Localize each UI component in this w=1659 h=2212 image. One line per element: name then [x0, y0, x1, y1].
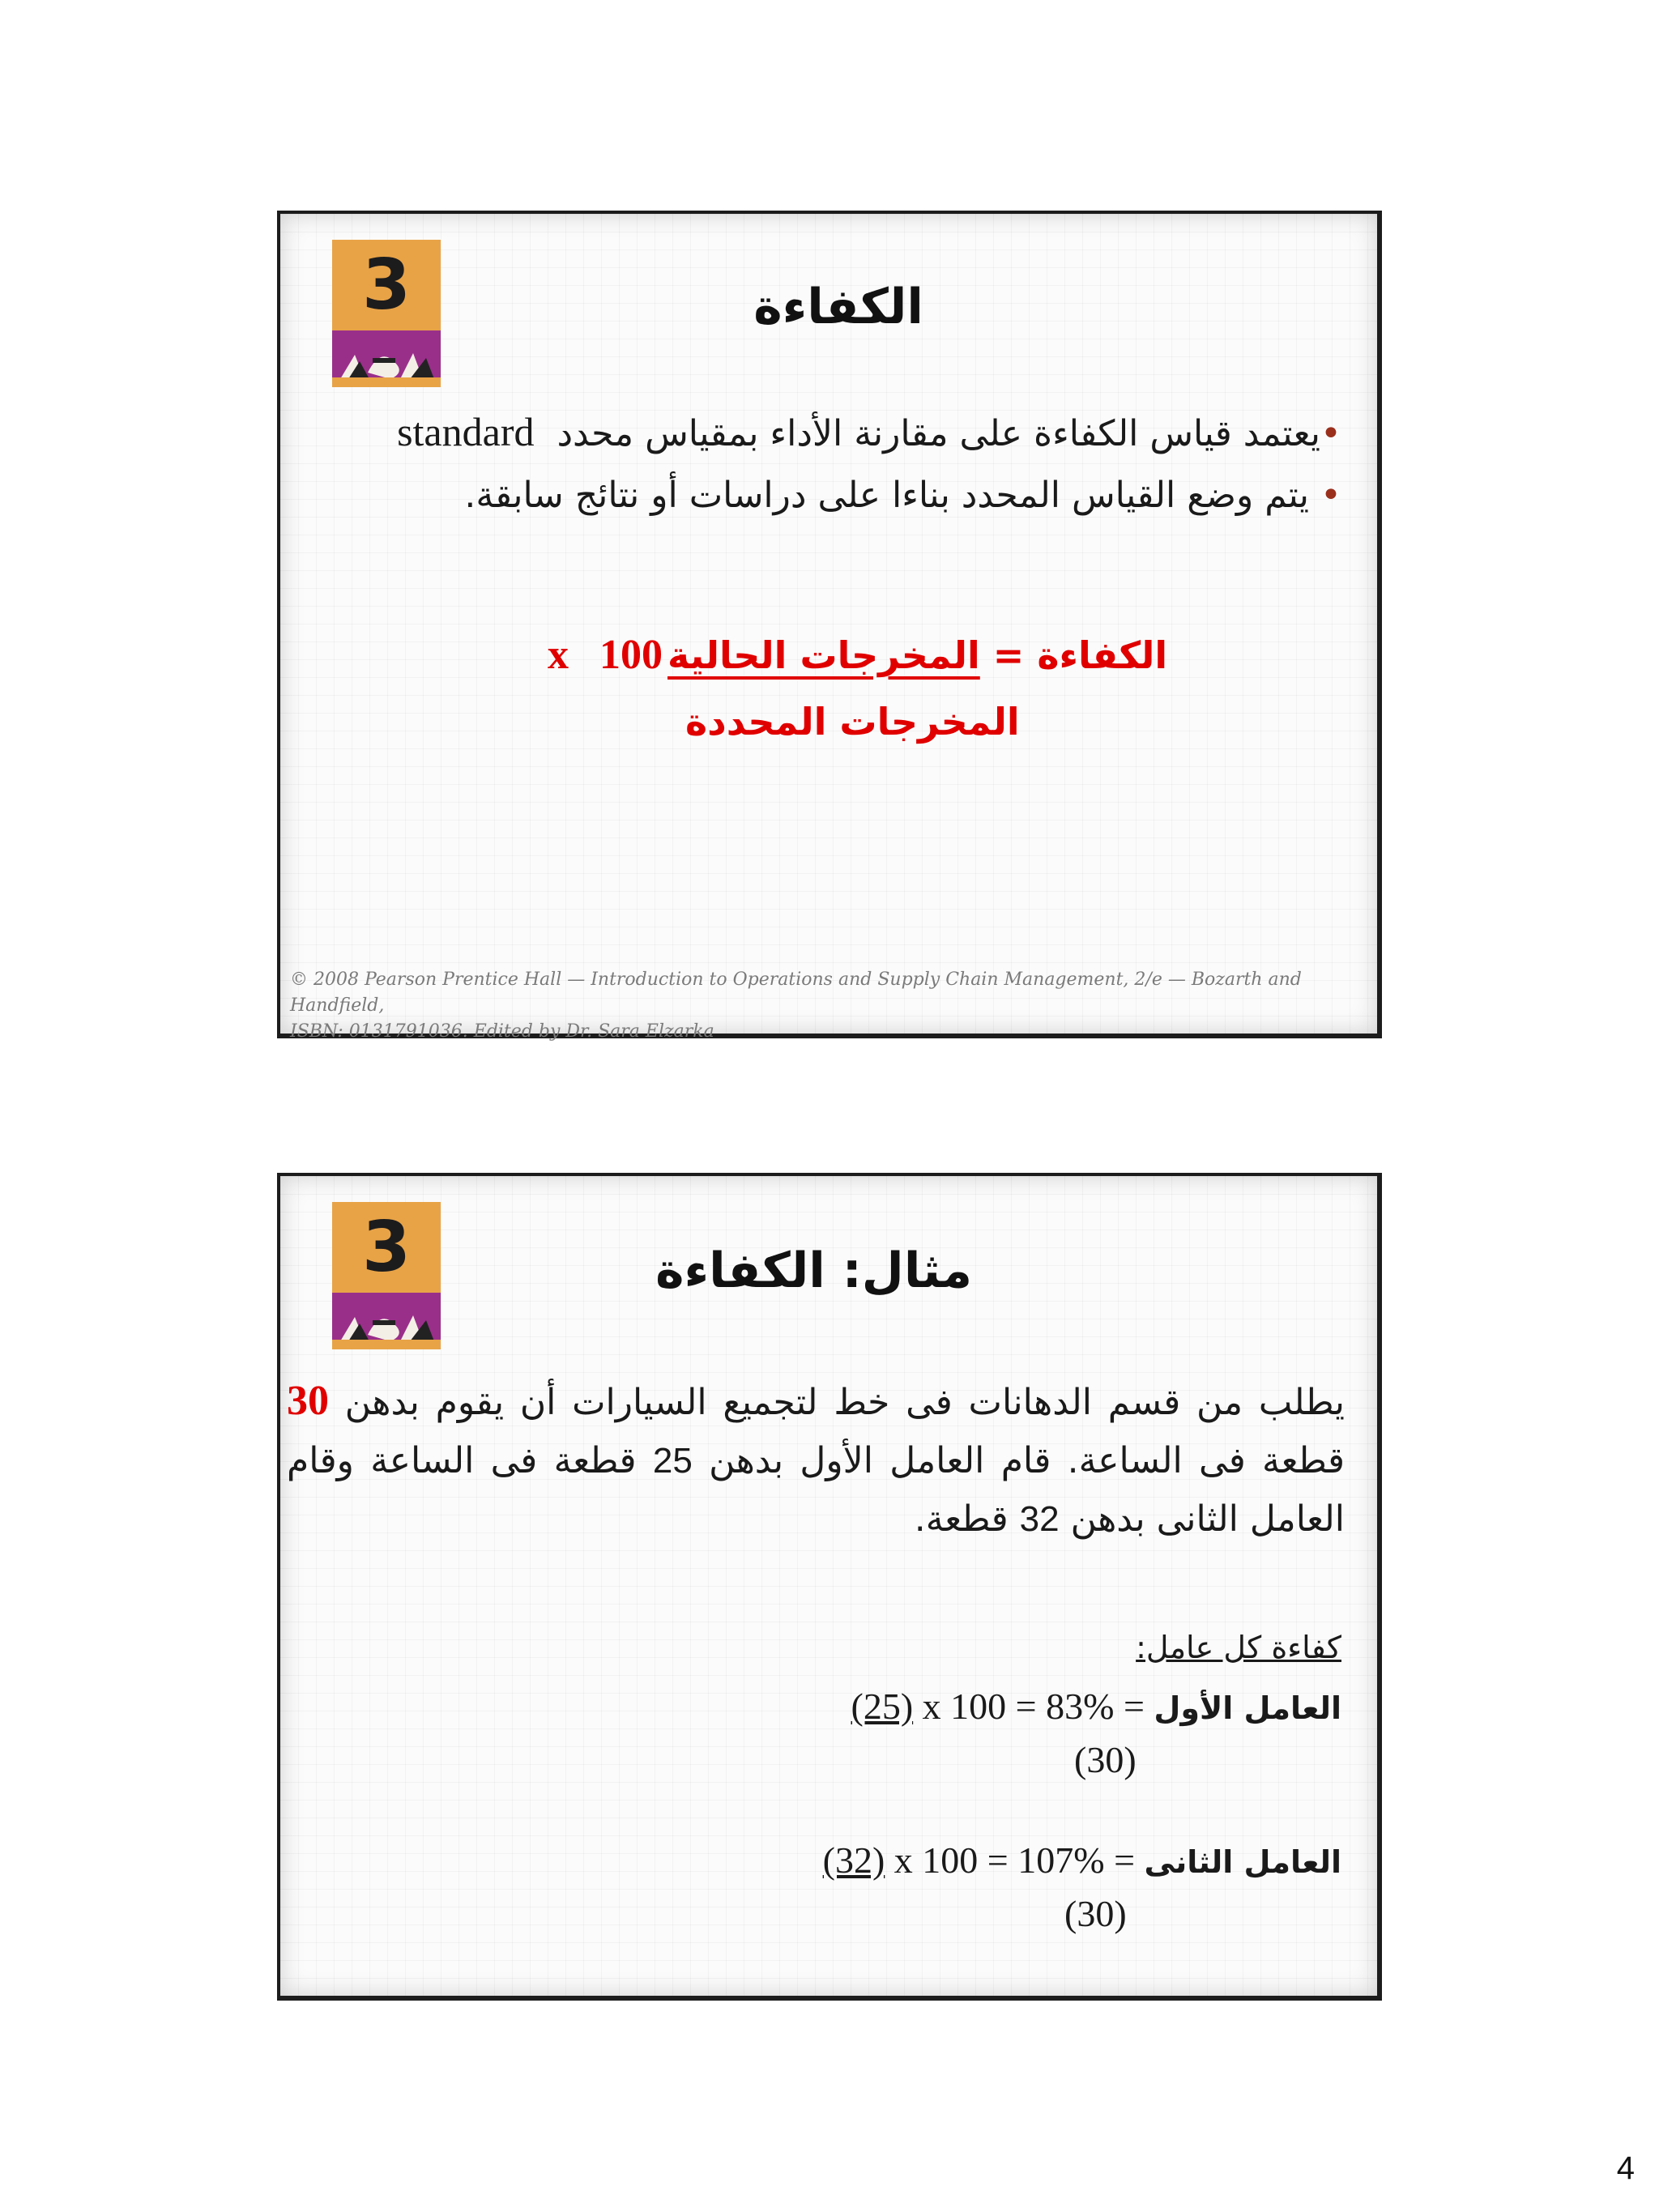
logo-bar	[332, 1340, 441, 1349]
slide-title: الكفاءة	[753, 279, 923, 335]
example-paragraph	[287, 1372, 1345, 1549]
bullet-1	[397, 408, 1341, 455]
slide-efficiency	[277, 211, 1382, 1042]
worker1-label: العامل الأول	[1154, 1690, 1341, 1726]
footer-line-2: ISBN: 0131791036. Edited by Dr. Sara Elzarka	[290, 1021, 714, 1042]
worker2-result: x 100 = 107%	[893, 1839, 1105, 1881]
slide-efficiency-example	[277, 1173, 1382, 2001]
worker1-expression	[851, 1686, 1115, 1727]
worker1-calc	[851, 1685, 1341, 1728]
formula-multiplier: 100	[599, 632, 663, 678]
para-part-2: قطعة فى الساعة. قام العامل الأول بدهن	[709, 1440, 1345, 1481]
para-part-3: قطعة فى الساعة وقام العامل الثانى بدهن	[287, 1440, 1345, 1540]
chapter-logo	[332, 1202, 441, 1349]
chapter-number: 3	[332, 1202, 441, 1293]
worker2-expression	[823, 1839, 1105, 1881]
worker1-numerator: (25)	[851, 1686, 914, 1727]
worker2-eq: =	[1114, 1839, 1136, 1881]
formula-numerator-line	[548, 631, 1167, 679]
worker2-output: 32	[1019, 1499, 1060, 1539]
worker1-denominator: (30)	[1074, 1739, 1137, 1780]
para-part-4: قطعة.	[914, 1498, 1009, 1540]
footer-line-1: © 2008 Pearson Prentice Hall — Introduction to Operations and Supply Chain Management, 2/e — Bozarth and Handfield,	[290, 970, 1302, 1016]
chapter-number: 3	[332, 240, 441, 330]
page-number: 4	[1616, 2150, 1635, 2186]
worker2-numerator: (32)	[822, 1839, 885, 1881]
copyright-footer	[290, 967, 1377, 1045]
worker1-result: x 100 = 83%	[922, 1686, 1115, 1727]
bullet-2	[464, 475, 1341, 516]
worker2-denominator: (30)	[1064, 1893, 1127, 1934]
formula-numerator: المخرجات الحالية	[667, 633, 980, 677]
calc-heading: كفاءة كل عامل:	[1136, 1630, 1341, 1665]
logo-bar	[332, 377, 441, 387]
formula-denominator: المخرجات المحددة	[685, 700, 1020, 744]
bullet-2-text: يتم وضع القياس المحدد بناءا على دراسات أو نتائج سابقة.	[464, 475, 1310, 516]
worker1-eq: =	[1123, 1686, 1145, 1727]
para-part-1: يطلب من قسم الدهانات فى خط لتجميع السيارات أن يقوم بدهن	[344, 1382, 1345, 1423]
worker1-output: 25	[652, 1441, 693, 1481]
bullet-dot: •	[1320, 475, 1341, 516]
bullet-dot: •	[1320, 413, 1341, 454]
formula-times: x	[548, 632, 569, 678]
slide-title: مثال: الكفاءة	[655, 1242, 972, 1299]
bullet-1-text: يعتمد قياس الكفاءة على مقارنة الأداء بمقياس محدد	[557, 413, 1321, 454]
bullet-1-term: standard	[397, 409, 535, 454]
target-rate: 30	[287, 1378, 329, 1424]
formula-lhs: الكفاءة =	[992, 633, 1168, 677]
worker2-calc	[823, 1839, 1341, 1882]
worker2-label: العامل الثانى	[1144, 1844, 1341, 1880]
chapter-logo	[332, 240, 441, 387]
